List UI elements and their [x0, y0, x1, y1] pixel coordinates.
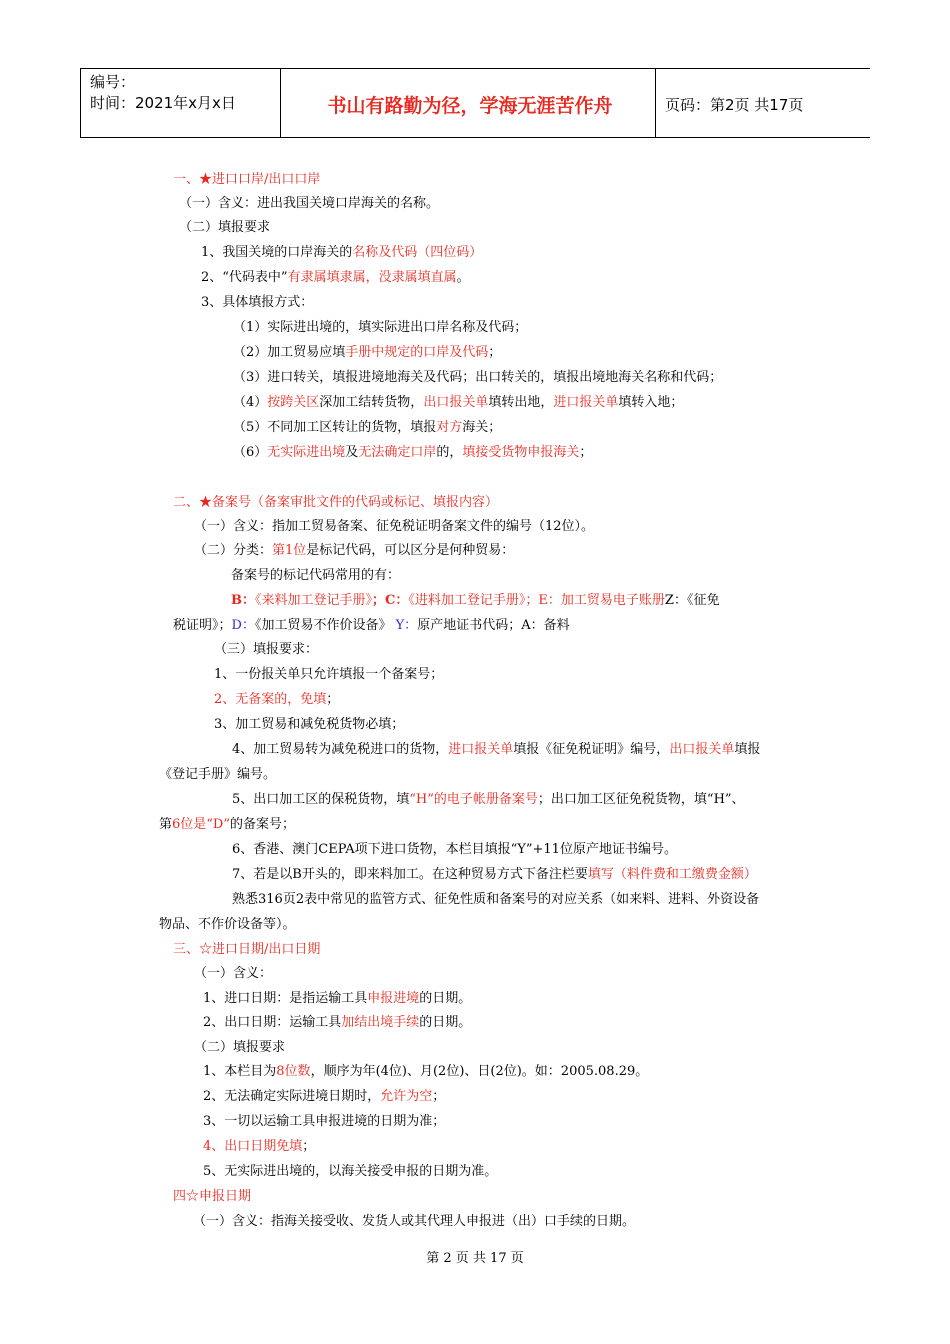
text-segment: 手册中规定的口岸及代码 — [345, 345, 489, 360]
text-line — [231, 592, 719, 610]
text-line — [173, 617, 570, 635]
text-segment: 2、无法确定实际进境日期时， — [203, 1089, 381, 1104]
text-line — [214, 716, 404, 734]
text-segment: 熟悉316页2表中常见的监管方式、征免性质和备案号的对应关系（如来料、进料、外资设备 — [232, 892, 760, 907]
text-segment: （5）不同加工区转让的货物，填报 — [233, 420, 437, 435]
text-segment: 及 — [345, 445, 359, 460]
text-line — [201, 294, 313, 312]
text-segment: 二、★备案号（备案审批文件的代码或标记、填报内容） — [173, 495, 499, 510]
text-segment: 填写（料件费和工缴费金额） — [587, 867, 757, 882]
text-line — [173, 1188, 251, 1206]
text-segment: 填报《征免税证明》编号， — [513, 742, 670, 757]
text-segment: 2、 — [214, 692, 236, 707]
text-segment: 6、香港、澳门CEPA项下进口货物，本栏目填报“Y”+11位原产地证书编号。 — [232, 842, 677, 857]
text-line — [233, 444, 592, 462]
text-segment: ；出口加工区征免税货物，填“H”、 — [537, 792, 745, 807]
text-segment: 《登记手册》编号。 — [159, 767, 277, 782]
text-segment: （6） — [233, 445, 268, 460]
text-segment: 对方 — [436, 420, 463, 435]
text-segment: 的日期。 — [419, 1015, 472, 1030]
header-page-number: 页码：第2页 共17页 — [665, 96, 804, 114]
text-line — [201, 244, 482, 262]
text-line — [214, 666, 443, 684]
text-line — [159, 816, 295, 834]
text-line — [194, 542, 514, 560]
text-segment: 填转入地； — [618, 395, 684, 410]
text-line — [159, 916, 296, 934]
text-line — [203, 1088, 445, 1106]
header-date: 时间：2021年x月x日 — [90, 94, 236, 112]
text-line — [193, 1213, 635, 1231]
text-segment: 1、进口日期：是指运输工具 — [203, 991, 368, 1006]
text-line — [233, 394, 683, 412]
text-line — [203, 1063, 648, 1081]
text-segment: ； — [488, 345, 502, 360]
text-segment: 物品、不作价设备等）。 — [159, 917, 296, 932]
text-segment: 《进料加工登记手册》 — [408, 593, 526, 608]
text-segment: 填转出地， — [488, 395, 554, 410]
text-segment: 出口报关单 — [669, 742, 735, 757]
text-line — [194, 1039, 285, 1057]
text-segment: 税证明》； — [173, 618, 232, 633]
text-segment: 海关； — [462, 420, 502, 435]
text-line — [203, 1163, 497, 1181]
text-segment: （一）含义：进出我国关境口岸海关的名称。 — [179, 196, 440, 211]
text-segment: 无实际进出境 — [267, 445, 346, 460]
text-segment: B： — [231, 593, 255, 608]
text-segment: （三）填报要求： — [214, 642, 319, 657]
text-segment: 7、若是以B开头的，即来料加工。在这种贸易方式下备注栏要 — [232, 867, 588, 882]
text-line — [173, 171, 320, 189]
text-segment: 5、出口加工区的保税货物，填 — [232, 792, 410, 807]
text-segment: 原产地证书代码；A：备料 — [417, 618, 570, 633]
text-line — [194, 518, 594, 536]
text-segment: 填报 — [734, 742, 761, 757]
text-segment: （二）填报要求 — [194, 1040, 286, 1055]
text-segment: （4） — [233, 395, 268, 410]
text-line — [233, 319, 527, 337]
text-segment: 6位是“D” — [172, 817, 231, 832]
text-segment: “H”的电子帐册备案号 — [409, 792, 538, 807]
text-segment: ；C： — [372, 593, 409, 608]
text-segment: ； — [579, 445, 593, 460]
text-segment: 深加工结转货物， — [319, 395, 424, 410]
text-line — [214, 641, 318, 659]
text-segment: ；E： — [525, 593, 561, 608]
text-segment: 的日期。 — [419, 991, 472, 1006]
text-line — [232, 891, 759, 909]
text-segment: 第1位 — [272, 543, 307, 558]
text-segment: ，顺序为年(4位)、月(2位)、日(2位)。如：2005.08.29。 — [310, 1064, 649, 1079]
text-line — [203, 1138, 315, 1156]
text-segment: 四☆申报日期 — [173, 1189, 252, 1204]
text-segment: 出口报关单 — [423, 395, 489, 410]
text-segment: 4、 — [203, 1139, 225, 1154]
text-line — [214, 691, 339, 709]
text-line — [159, 766, 276, 784]
text-segment: 8位数 — [276, 1064, 311, 1079]
text-segment: 进口报关单 — [448, 742, 514, 757]
text-segment: 备案号的标记代码常用的有： — [231, 568, 401, 583]
text-segment: （一）含义：指加工贸易备案、征免税证明备案文件的编号（12位）。 — [194, 519, 595, 534]
text-line — [233, 369, 722, 387]
text-segment: ； — [302, 1139, 316, 1154]
text-segment: 2、出口日期：运输工具 — [203, 1015, 342, 1030]
text-segment: 出口日期免填 — [224, 1139, 303, 1154]
text-segment: （一）含义： — [194, 966, 273, 981]
text-line — [194, 965, 272, 983]
header-divider-left — [80, 69, 81, 137]
header-number: 编号： — [90, 73, 136, 91]
text-segment: 4、加工贸易转为减免税进口的货物， — [232, 742, 449, 757]
text-segment: 无备案的，免填 — [235, 692, 327, 707]
text-segment: 《来料加工登记手册》 — [255, 593, 373, 608]
text-segment: D： — [231, 618, 255, 633]
text-segment: 1、本栏目为 — [203, 1064, 277, 1079]
page-header — [80, 68, 870, 138]
text-segment: （二）填报要求 — [179, 220, 271, 235]
text-segment: 1、一份报关单只允许填报一个备案号； — [214, 667, 444, 682]
text-line — [173, 941, 320, 959]
text-segment: 3、具体填报方式： — [201, 295, 314, 310]
text-line — [203, 1113, 445, 1131]
text-line — [203, 990, 471, 1008]
text-segment: 2、“代码表中” — [201, 270, 288, 285]
text-line — [232, 866, 757, 884]
text-segment: 是标记代码，可以区分是何种贸易： — [306, 543, 515, 558]
text-segment: （二）分类： — [194, 543, 273, 558]
text-line — [179, 195, 439, 213]
text-line — [173, 494, 498, 512]
text-segment: 3、一切以运输工具申报进境的日期为准； — [203, 1114, 446, 1129]
text-segment: 三、☆进口日期/出口日期 — [173, 942, 321, 957]
text-segment: Y： — [395, 618, 418, 633]
text-segment: 。 — [456, 270, 470, 285]
text-line — [203, 1014, 471, 1032]
text-segment: 名称及代码（四位码） — [352, 245, 483, 260]
text-segment: （3）进口转关，填报进境地海关及代码；出口转关的，填报出境地海关名称和代码； — [233, 370, 723, 385]
text-segment: 填接受货物申报海关 — [462, 445, 580, 460]
text-segment: 的备案号； — [230, 817, 296, 832]
text-segment: （1）实际进出境的，填实际进出口岸名称及代码； — [233, 320, 528, 335]
text-segment: Z：《征免 — [664, 593, 720, 608]
text-segment: ； — [326, 692, 340, 707]
text-segment: 进口报关单 — [553, 395, 619, 410]
text-segment: 加工贸易电子账册 — [560, 593, 665, 608]
page-footer: 第 2 页 共 17 页 — [426, 1251, 524, 1266]
text-segment: 加结出境手续 — [341, 1015, 420, 1030]
text-segment: 《加工贸易不作价设备》 — [254, 618, 396, 633]
text-segment: 按跨关区 — [267, 395, 320, 410]
text-segment: 有隶属填隶属，没隶属填直属 — [287, 270, 457, 285]
text-line — [232, 791, 745, 809]
text-segment: 3、加工贸易和减免税货物必填； — [214, 717, 405, 732]
text-segment: 申报进境 — [367, 991, 420, 1006]
text-line — [233, 419, 501, 437]
text-segment: 允许为空 — [380, 1089, 433, 1104]
text-segment: 1、我国关境的口岸海关的 — [201, 245, 353, 260]
text-line — [201, 269, 470, 287]
header-motto: 书山有路勤为径，学海无涯苦作舟 — [327, 95, 613, 117]
text-line — [233, 344, 501, 362]
text-segment: ； — [432, 1089, 446, 1104]
text-line — [232, 841, 677, 859]
header-meta — [90, 72, 236, 114]
text-segment: （2）加工贸易应填 — [233, 345, 346, 360]
text-segment: 无法确定口岸 — [358, 445, 437, 460]
text-line — [179, 219, 270, 237]
text-line — [231, 567, 400, 585]
text-segment: 一、★进口口岸/出口口岸 — [173, 172, 321, 187]
text-segment: 的， — [436, 445, 463, 460]
text-line — [232, 741, 760, 759]
text-segment: （一）含义：指海关接受收、发货人或其代理人申报进（出）口手续的日期。 — [193, 1214, 636, 1229]
text-segment: 第 — [159, 817, 173, 832]
text-segment: 5、无实际进出境的，以海关接受申报的日期为准。 — [203, 1164, 498, 1179]
